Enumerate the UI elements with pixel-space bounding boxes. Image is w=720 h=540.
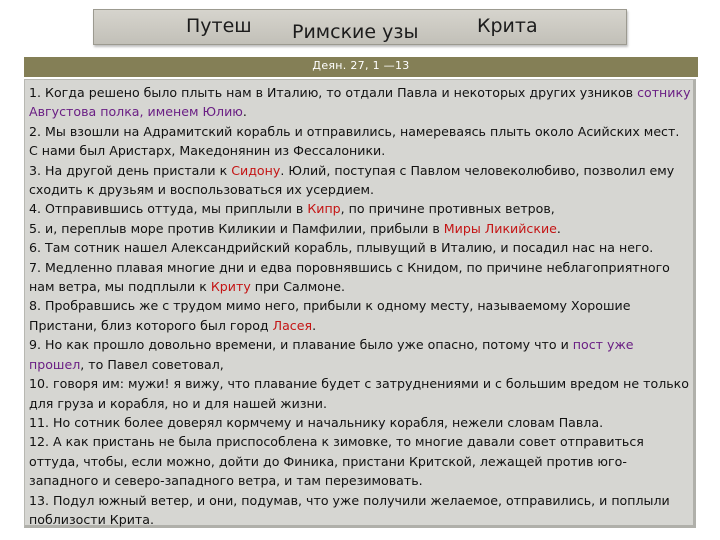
highlight-crete: Криту	[210, 279, 251, 295]
title-part-crete: Крита	[477, 15, 538, 37]
verse-2: 2. Мы взошли на Адрамитский корабль и отправились, намереваясь плыть около Асийских мест. С нами был Аристарх, Македонянин из Фессалоники.	[29, 123, 680, 159]
verse-10: 10. говоря им: мужи! я вижу, что плавание будет с затруднениями и с большим вредом не только для груза и корабля, но и для нашей жизни.	[29, 376, 689, 411]
verse-4: 4. Отправившись оттуда, мы приплыли в Кипр, по причине противных ветров,	[29, 201, 555, 217]
verse-8: 8. Пробравшись же с трудом мимо него, прибыли к одному месту, называемому Хорошие Пристани, близ которого был город Ласея.	[29, 298, 631, 333]
verse-12: 12. А как пристань не была приспособлена к зимовке, то многие давали совет отправиться оттуда, чтобы, если можно, дойти до Финика, пристани Критской, лежащей против юго-западного и северо-западного ветра, и там перезимовать.	[29, 434, 644, 489]
highlight-fast-passed: пост уже прошел	[29, 337, 634, 372]
verse-3: 3. На другой день пристали к Сидону. Юлий, поступая с Павлом человеколюбиво, позволил ему сходить к друзьям и воспользоваться их усердием.	[29, 162, 675, 198]
slide-title-bar	[93, 9, 627, 45]
verse-13: 13. Подул южный ветер, и они, подумав, что уже получили желаемое, отправились, и поплыли поблизости Крита.	[29, 492, 670, 527]
title-part-journey: Путеш	[186, 15, 252, 37]
highlight-cyprus: Кипр	[307, 201, 341, 217]
scripture-reference: Деян. 27, 1 —13	[312, 59, 410, 72]
highlight-centurion-julius: сотнику Августова полка, именем Юлию	[29, 85, 691, 120]
scripture-text-box	[24, 79, 696, 528]
title-part-roman-bonds: Римские узы	[292, 21, 419, 43]
highlight-sidon: Сидону	[231, 162, 281, 178]
verse-1: 1. Когда решено было плыть нам в Италию, то отдали Павла и некоторых других узников сотнику Августова полка, именем Юлию.	[29, 85, 691, 120]
verse-9: 9. Но как прошло довольно времени, и плавание было уже опасно, потому что и пост уже прошел, то Павел советовал,	[29, 337, 634, 372]
verse-6: 6. Там сотник нашел Александрийский корабль, плывущий в Италию, и посадил нас на него.	[29, 240, 654, 256]
verse-5: 5. и, переплыв море против Киликии и Памфилии, прибыли в Миры Ликийские.	[29, 220, 561, 236]
verse-7: 7. Медленно плавая многие дни и едва поровнявшись с Книдом, по причине неблагоприятного нам ветра, мы подплыли к Криту при Салмоне.	[29, 259, 670, 295]
scripture-reference-bar	[24, 57, 698, 77]
highlight-lasea: Ласея	[272, 317, 313, 333]
highlight-myra-lycia: Миры Ликийские	[443, 220, 557, 236]
verse-list	[29, 83, 691, 529]
verse-11: 11. Но сотник более доверял кормчему и начальнику корабля, нежели словам Павла.	[29, 414, 604, 430]
